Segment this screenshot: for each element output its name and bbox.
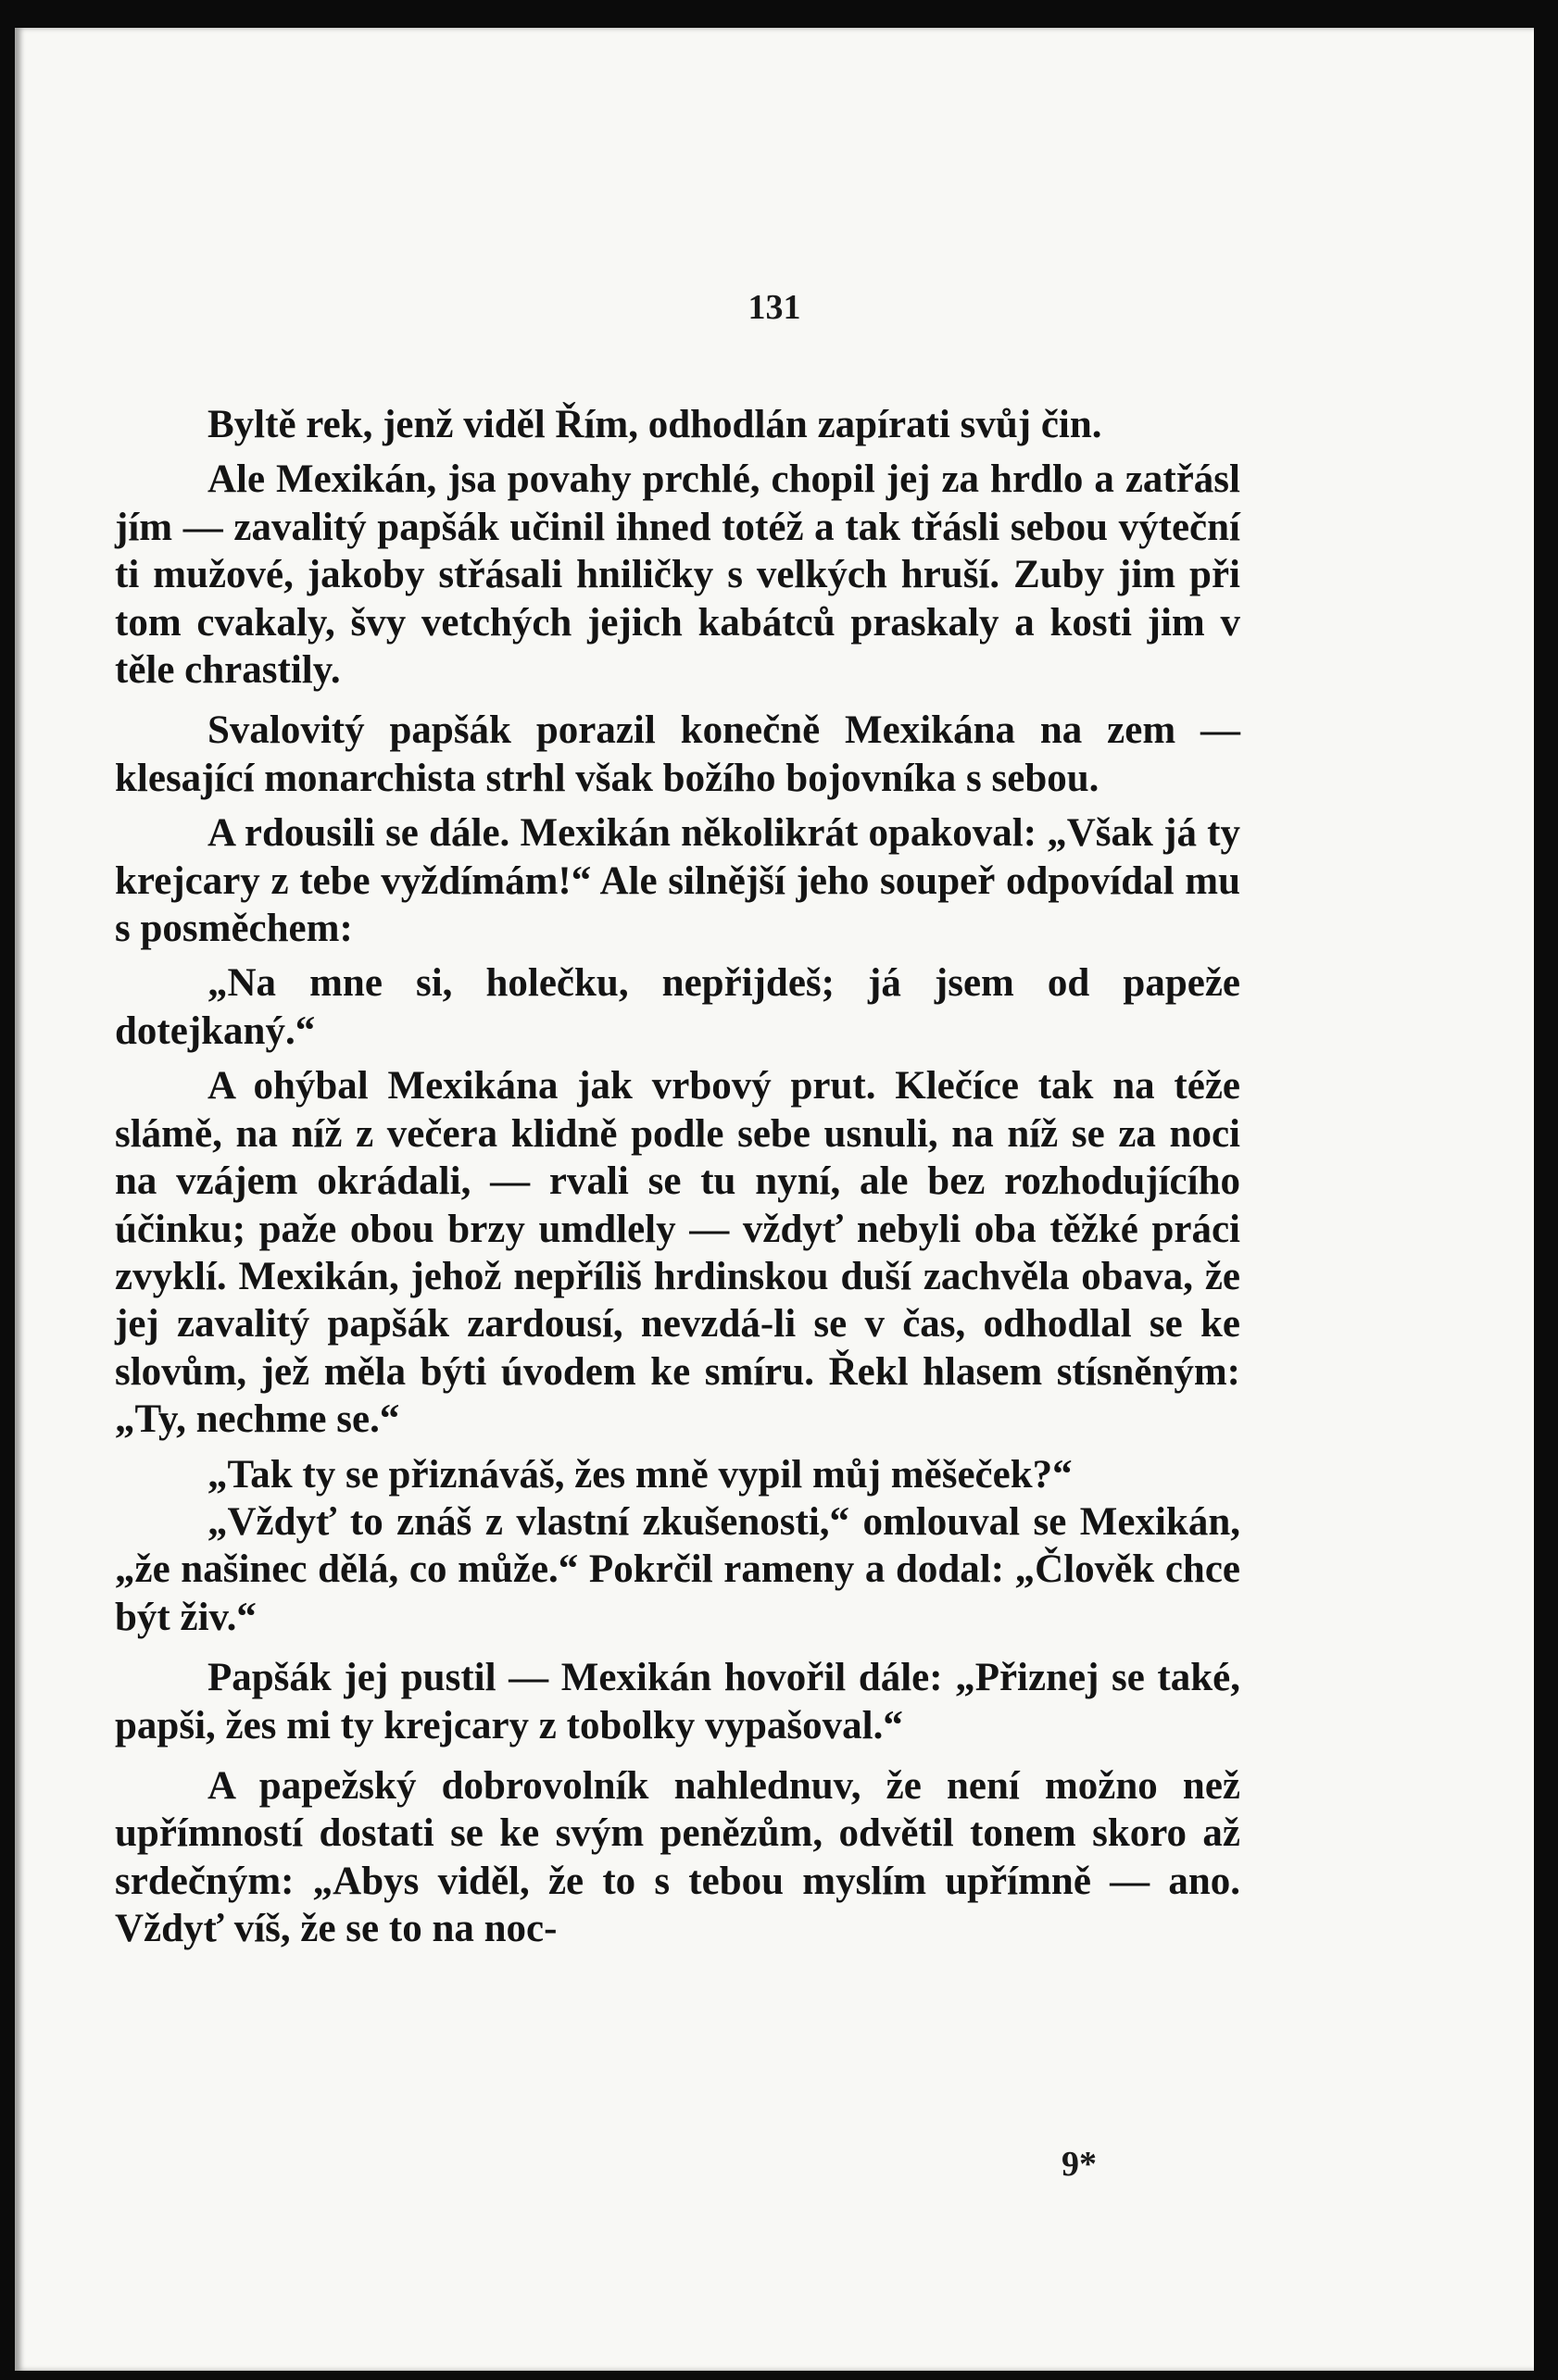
page-number: 131 <box>748 288 801 327</box>
paragraph: Svalovitý papšák porazil konečně Mexikána na zem — klesající monarchista strhl však božího bojovníka s sebou. <box>115 708 1240 800</box>
paragraph: Byltě rek, jenž viděl Řím, odhodlán zapírati svůj čin. <box>207 403 1102 446</box>
signature-mark: 9* <box>1062 2145 1097 2184</box>
book-page <box>15 28 1534 2371</box>
paragraph: Papšák jej pustil — Mexikán hovořil dále: „Přiznej se také, papši, žes mi ty krejcary z tobolky vypašoval.“ <box>115 1656 1240 1747</box>
paragraph: A papežský dobrovolník nahlednuv, že není možno než upřímností dostati se ke svým penězům, odvětil tonem skoro až srdečným: „Abys viděl, že to s tebou myslím upřímně — ano. Vždyť víš, že se to na noc- <box>115 1763 1240 1951</box>
paragraph: Ale Mexikán, jsa povahy prchlé, chopil jej za hrdlo a zatřásl jím — zavalitý papšák učinil ihned totéž a tak třásli sebou výteční ti mužové, jakoby střásali hniličky s velkých hruší. Zuby jim při tom cvakaly, švy vetchých jejich kabátců praskaly a kosti jim v těle chrastily. <box>115 457 1240 693</box>
paragraph: „Na mne si, holečku, nepřijdeš; já jsem od papeže dotejkaný.“ <box>115 961 1240 1053</box>
paragraph: „Vždyť to znáš z vlastní zkušenosti,“ omlouval se Mexikán, „že našinec dělá, co může.“ Pokrčil rameny a dodal: „Člověk chce být živ.“ <box>115 1499 1240 1639</box>
paragraph: A rdousili se dále. Mexikán několikrát opakoval: „Však já ty krejcary z tebe vyždímám!“ Ale silnější jeho soupeř odpovídal mu s posměchem: <box>115 811 1240 951</box>
body-text <box>115 401 1240 1953</box>
paragraph: „Tak ty se přiznáváš, žes mně vypil můj měšeček?“ <box>207 1452 1073 1497</box>
paragraph: A ohýbal Mexikána jak vrbový prut. Klečíce tak na téže slámě, na níž z večera klidně podle sebe usnuli, na níž se za noci na vzájem okrádali, — rvali se tu nyní, ale bez rozhodujícího účinku; paže obou brzy umdlely — vždyť nebyli oba těžké práci zvyklí. Mexikán, jehož nepříliš hrdinskou duší zachvěla obava, že jej zavalitý papšák zardousí, nevzdá-li se v čas, odhodlal se ke slovům, jež měla býti úvodem ke smíru. Řekl hlasem stísněným: „Ty, nechme se.“ <box>115 1064 1240 1442</box>
